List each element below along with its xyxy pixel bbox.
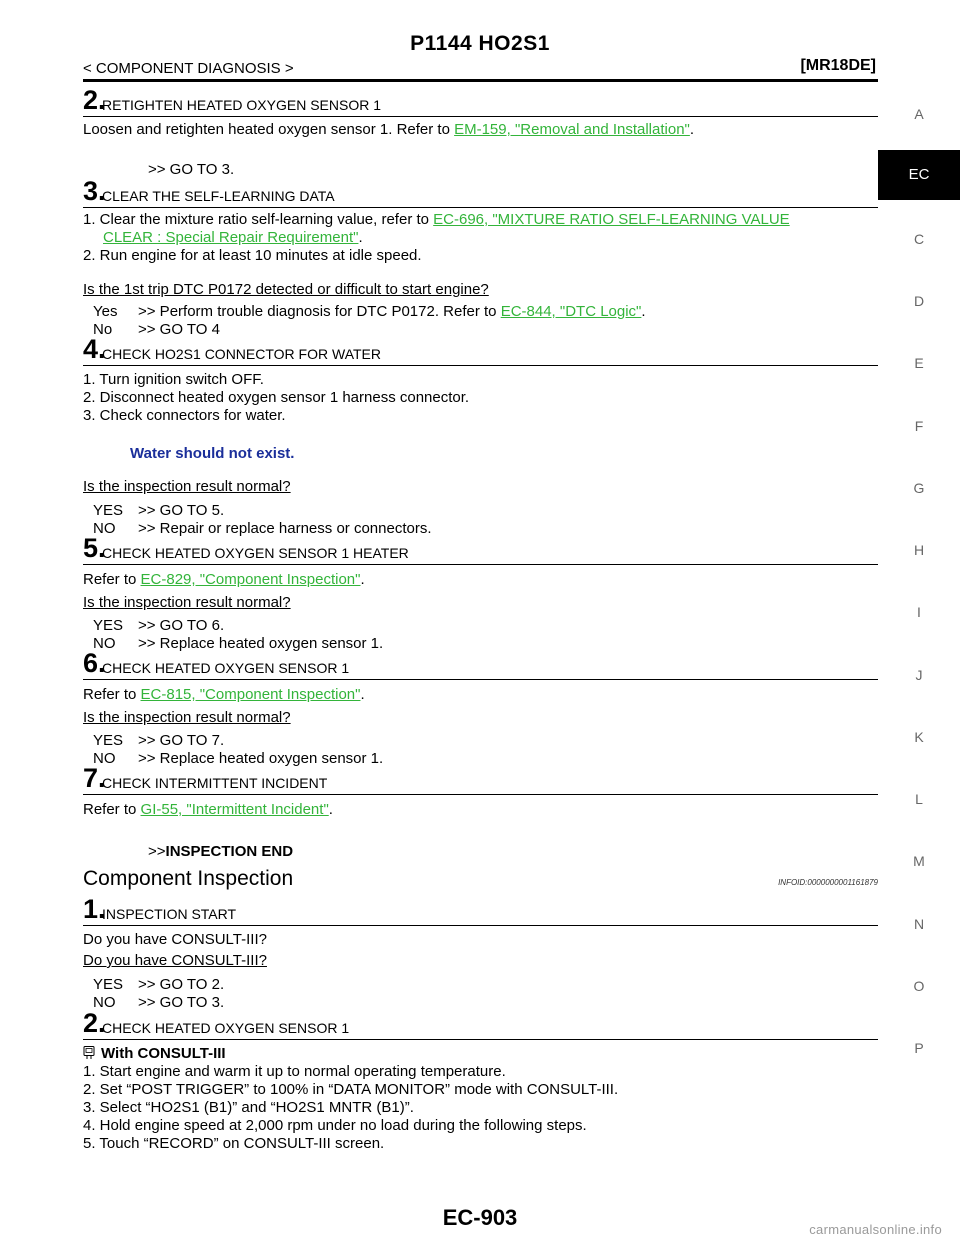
with-consult-label: With CONSULT-III: [101, 1045, 226, 1062]
side-tab-f[interactable]: F: [914, 418, 924, 434]
step-4-note: Water should not exist.: [130, 445, 295, 462]
response-label: Yes: [93, 303, 118, 320]
step-number: 2.: [83, 1008, 106, 1038]
response-text: >> GO TO 3.: [138, 994, 225, 1011]
side-tab-g[interactable]: G: [913, 480, 925, 496]
side-tab-a[interactable]: A: [914, 106, 924, 122]
step-6-question: Is the inspection result normal?: [83, 709, 291, 726]
step-3-question: Is the 1st trip DTC P0172 detected or difficult to start engine?: [83, 281, 489, 298]
step-4-header: [83, 334, 878, 366]
ci-step-1-header: [83, 893, 878, 926]
side-tab-j[interactable]: J: [915, 667, 923, 683]
side-tab-e[interactable]: E: [914, 355, 924, 371]
component-inspection-heading: [83, 861, 878, 893]
text: Refer to: [83, 571, 141, 588]
page-number: EC-903: [442, 1205, 518, 1230]
info-id: INFOID:0000000001161879: [778, 878, 878, 887]
side-tab-n[interactable]: N: [913, 916, 925, 932]
inspection-end: [148, 843, 878, 861]
text: Refer to: [83, 801, 141, 818]
side-tab-o[interactable]: O: [913, 978, 925, 994]
response-text: >> GO TO 7.: [138, 732, 225, 749]
response-text: >> GO TO 4: [138, 321, 220, 338]
text: .: [360, 686, 365, 703]
response-no: [93, 994, 878, 1012]
goto-text: >> GO TO 3.: [148, 161, 235, 178]
step-4-line-1: 1. Turn ignition switch OFF.: [83, 371, 264, 388]
side-tab-ec[interactable]: EC: [878, 150, 960, 200]
response-label: NO: [93, 520, 116, 537]
step-4-line-3: 3. Check connectors for water.: [83, 407, 286, 424]
text: >>: [148, 843, 166, 860]
step-title: CHECK HEATED OXYGEN SENSOR 1 HEATER: [102, 545, 409, 561]
response-label: YES: [93, 617, 124, 634]
step-title: CHECK HEATED OXYGEN SENSOR 1: [102, 1020, 350, 1036]
response-no: [93, 321, 878, 339]
response-yes: [93, 502, 878, 520]
step-5-question: Is the inspection result normal?: [83, 594, 291, 611]
response-yes: [93, 732, 878, 750]
response-no: [93, 520, 878, 538]
text: 1. Clear the mixture ratio self-learning value, refer to: [83, 211, 434, 228]
inspection-end-label: INSPECTION END: [165, 843, 294, 860]
response-text: >> Replace heated oxygen sensor 1.: [138, 635, 384, 652]
main-content: [83, 82, 878, 1153]
text: .: [641, 303, 646, 320]
step-3-line-1: [83, 211, 878, 229]
ci-step-1-text: Do you have CONSULT-III?: [83, 931, 267, 948]
step-3-line-1b: [103, 229, 878, 247]
response-text: >> Repair or replace harness or connectors.: [138, 520, 432, 537]
step-title: CHECK INTERMITTENT INCIDENT: [102, 775, 328, 791]
text: Refer to: [83, 686, 141, 703]
step-6-text: [83, 686, 878, 704]
step-title: CHECK HEATED OXYGEN SENSOR 1: [102, 660, 350, 676]
step-title: CHECK HO2S1 CONNECTOR FOR WATER: [102, 346, 381, 362]
response-label: YES: [93, 732, 124, 749]
response-label: YES: [93, 502, 124, 519]
side-tab-i[interactable]: I: [917, 604, 921, 620]
step-3-header: [83, 176, 878, 208]
link-ec-696-cont[interactable]: CLEAR : Special Repair Requirement": [103, 229, 359, 246]
text: >> Perform trouble diagnosis for DTC P0172. Refer to: [138, 303, 501, 320]
consult-icon: [83, 1046, 95, 1060]
text: .: [360, 571, 365, 588]
step-5-header: [83, 533, 878, 565]
step-number: 7.: [83, 763, 106, 793]
response-label: No: [93, 321, 113, 338]
ci-step-2-line-2: 2. Set “POST TRIGGER” to 100% in “DATA MONITOR” mode with CONSULT-III.: [83, 1081, 619, 1098]
ci-step-2-line-4: 4. Hold engine speed at 2,000 rpm under no load during the following steps.: [83, 1117, 587, 1134]
response-no: [93, 635, 878, 653]
section-label: < COMPONENT DIAGNOSIS >: [83, 60, 294, 77]
ci-step-2-line-3: 3. Select “HO2S1 (B1)” and “HO2S1 MNTR (B1)”.: [83, 1099, 414, 1116]
step-4-question: Is the inspection result normal?: [83, 478, 291, 495]
step-number: 3.: [83, 176, 106, 206]
step-number: 4.: [83, 334, 106, 364]
link-ec-696[interactable]: EC-696, "MIXTURE RATIO SELF-LEARNING VALUE: [433, 211, 790, 228]
text: .: [689, 121, 695, 138]
page-title: P1144 HO2S1: [410, 32, 550, 55]
step-3-line-2: 2. Run engine for at least 10 minutes at idle speed.: [83, 247, 422, 264]
section-title: Component Inspection: [83, 867, 294, 890]
step-6-header: [83, 648, 878, 680]
response-label: NO: [93, 750, 116, 767]
watermark: carmanualsonline.info: [809, 1222, 942, 1237]
side-tab-m[interactable]: M: [913, 853, 925, 869]
with-consult-line: [83, 1045, 878, 1063]
side-tab-p[interactable]: P: [914, 1040, 924, 1056]
link-ec-815[interactable]: EC-815, "Component Inspection": [140, 686, 361, 703]
step-title: RETIGHTEN HEATED OXYGEN SENSOR 1: [102, 97, 382, 113]
step-5-text: [83, 571, 878, 589]
response-yes: [93, 303, 878, 321]
response-label: NO: [93, 635, 116, 652]
side-tab-d[interactable]: D: [913, 293, 925, 309]
text: .: [328, 801, 333, 818]
side-tab-c[interactable]: C: [913, 231, 925, 247]
ci-step-2-header: [83, 1008, 878, 1040]
response-yes: [93, 617, 878, 635]
ci-step-1-question: Do you have CONSULT-III?: [83, 952, 267, 969]
response-text: >> GO TO 6.: [138, 617, 225, 634]
link-ec-844[interactable]: EC-844, "DTC Logic": [500, 303, 642, 320]
step-7-text: [83, 801, 878, 819]
text: Loosen and retighten heated oxygen sensor 1. Refer to: [83, 121, 455, 138]
response-yes: [93, 976, 878, 994]
step-number: 5.: [83, 533, 106, 563]
side-tab-l[interactable]: L: [915, 791, 923, 807]
step-7-header: [83, 763, 878, 795]
step-2-header: [83, 82, 878, 117]
ci-step-2-line-1: 1. Start engine and warm it up to normal operating temperature.: [83, 1063, 506, 1080]
link-gi-55[interactable]: GI-55, "Intermittent Incident": [140, 801, 329, 818]
response-text: >> Replace heated oxygen sensor 1.: [138, 750, 384, 767]
step-number: 1.: [83, 894, 106, 924]
response-no: [93, 750, 878, 768]
response-text: >> GO TO 5.: [138, 502, 225, 519]
response-label: NO: [93, 994, 116, 1011]
step-title: INSPECTION START: [102, 906, 237, 922]
engine-label: [MR18DE]: [800, 57, 876, 74]
link-ec-829[interactable]: EC-829, "Component Inspection": [140, 571, 361, 588]
step-number: 6.: [83, 648, 106, 678]
step-number: 2.: [83, 85, 106, 115]
text: .: [358, 229, 363, 246]
side-tab-h[interactable]: H: [913, 542, 925, 558]
step-2-text: [83, 121, 878, 139]
step-title: CLEAR THE SELF-LEARNING DATA: [102, 188, 335, 204]
link-em-159[interactable]: EM-159, "Removal and Installation": [454, 121, 690, 138]
response-label: YES: [93, 976, 124, 993]
ci-step-2-line-5: 5. Touch “RECORD” on CONSULT-III screen.: [83, 1135, 385, 1152]
response-text: >> GO TO 2.: [138, 976, 225, 993]
step-4-line-2: 2. Disconnect heated oxygen sensor 1 harness connector.: [83, 389, 470, 406]
side-tab-k[interactable]: K: [914, 729, 924, 745]
